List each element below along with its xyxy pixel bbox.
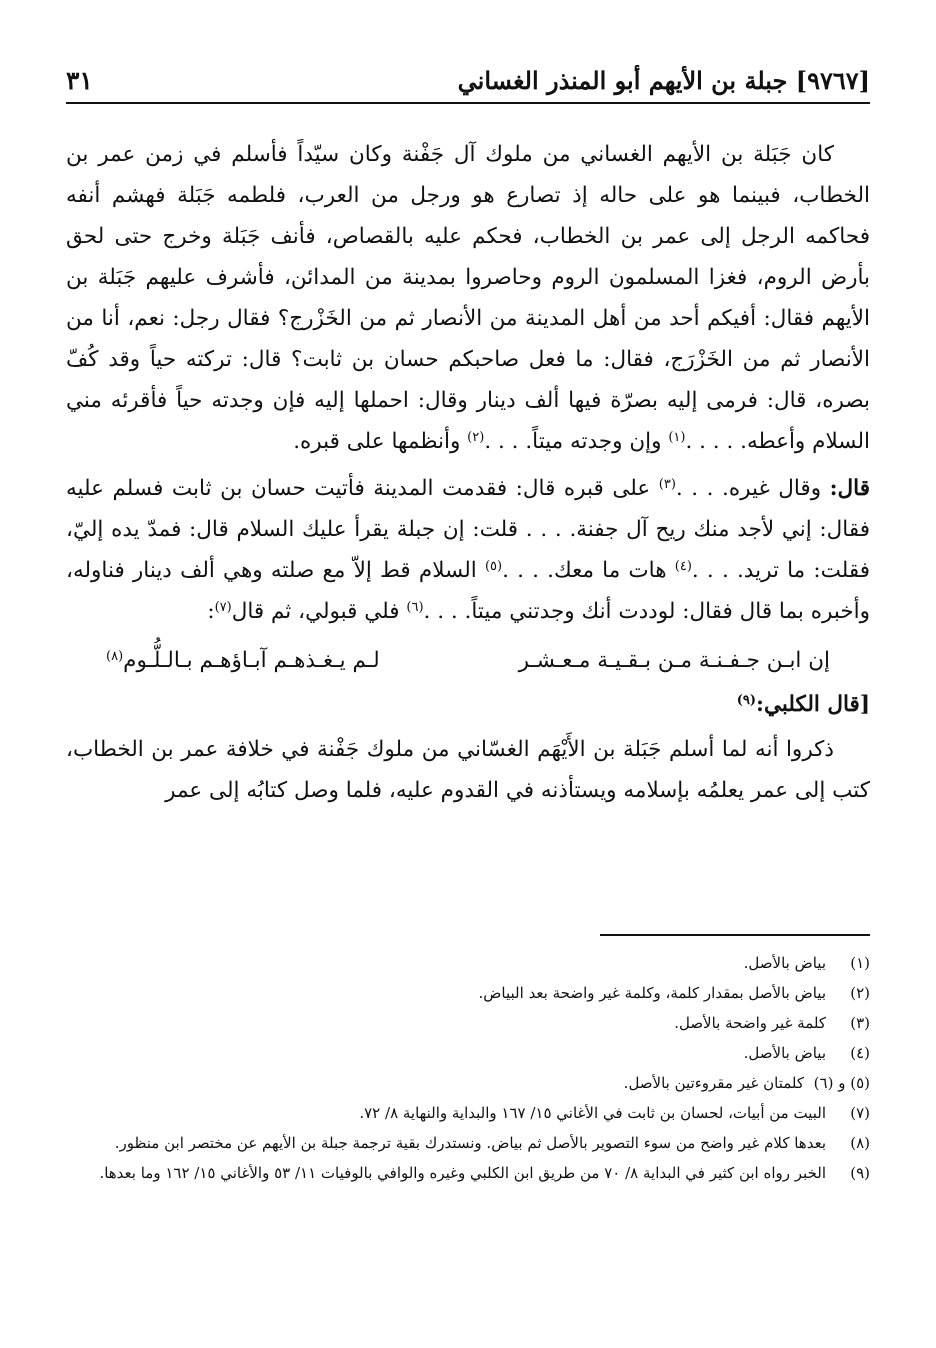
footnote-text: الخبر رواه ابن كثير في البداية ٨/ ٧٠ من طريق ابن الكلبي وغيره والوافي بالوفيات ١١/ ٥٣ والأغاني ١٥/ ١٦٢ وما بعدها.	[99, 1164, 826, 1182]
paragraph-1-end: وأنظمها على قبره.	[293, 429, 468, 454]
footnote-number: (١)	[850, 954, 870, 972]
paragraph-2-f: :	[207, 599, 215, 624]
footnote-item	[66, 1008, 870, 1038]
footnote-item	[66, 1068, 870, 1098]
footnote-ref-6[interactable]: (٦)	[406, 600, 424, 615]
paragraph-1-mid: وإن وجدته ميتاً. . . .	[484, 429, 669, 454]
paragraph-2-a: وقال غيره. . . .	[675, 476, 830, 501]
footnote-text: بعدها كلام غير واضح من سوء التصوير بالأصل ثم بياض. ونستدرك بقية ترجمة جبلة بن الأيهم عن مختصر ابن منظور.	[114, 1134, 826, 1152]
footnote-item	[66, 948, 870, 978]
main-text	[66, 134, 870, 811]
paragraph-2	[66, 468, 870, 632]
footnote-item	[66, 1038, 870, 1068]
footnote-number: (٧)	[850, 1104, 870, 1122]
footnote-item	[66, 978, 870, 1008]
paragraph-1	[66, 134, 870, 462]
footnote-item	[66, 1128, 870, 1158]
section-heading-text: [قال الكلبي:	[756, 692, 870, 717]
footnote-ref-2[interactable]: (٢)	[467, 430, 485, 445]
footnote-ref-4[interactable]: (٤)	[674, 559, 692, 574]
paragraph-2-b: على قبره قال: فقدمت المدينة فأتيت حسان بن ثابت فسلم عليه فقال: إني لأجد منك ريح آل جفنة. . . . قلت: إن جبلة يقرأ عليك السلام قال: فمدّ يده إليّ، فقلت: ما تريد. . . .	[66, 476, 870, 583]
footnote-text: بياض بالأصل بمقدار كلمة، وكلمة غير واضحة بعد البياض.	[478, 984, 826, 1002]
paragraph-1-text: كان جَبَلة بن الأيهم الغساني من ملوك آل جَفْنة وكان سيّداً فأسلم في زمن عمر بن الخطاب، فبينما هو على حاله إذ تصارع هو ورجل من العرب، فلطمه جَبَلة فهشم أنفه فحاكمه الرجل إلى عمر بن الخطاب، فحكم عليه بالقصاص، فأنف جَبَلة وخرج حتى لحق بأرض الروم، فغزا المسلمون الروم وحاصروا بمدينة من المدائن، فأشرف عليهم جَبَلة بن الأيهم فقال: أفيكم أحد من أهل المدينة من الأنصار ثم من الخَزْرج؟ فقال رجل: نعم، أنا من الأنصار ثم من الخَزْرَج، فقال: ما فعل صاحبكم حسان بن ثابت؟ قال: تركته حياً وقد كُفّ بصره، قال: فرمى إليه بصرّة فيها ألف دينار وقال: احملها إليه فإن وجدته حياً فأقرئه مني السلام وأعطه. . . . .	[66, 142, 871, 454]
entry-title: [٩٧٦٧] جبلة بن الأيهم أبو المنذر الغساني	[457, 66, 870, 95]
footnote-number: (٤)	[850, 1044, 870, 1062]
paragraph-2-lead: قال:	[829, 476, 871, 501]
page-number: ٣١	[66, 66, 93, 95]
poem-hemistich-1: إن ابـن جـفـنـة مـن بـقـيـة مـعـشـر	[518, 648, 830, 673]
footnote-number: (٥) و (٦)	[813, 1074, 870, 1092]
poem-hemistich-2-wrap	[106, 638, 380, 684]
footnote-ref-8[interactable]: (٨)	[106, 649, 124, 664]
footnote-text: بياض بالأصل.	[743, 1044, 826, 1062]
footnote-text: كلمة غير واضحة بالأصل.	[674, 1014, 826, 1032]
footnote-separator	[600, 934, 870, 936]
footnote-number: (٩)	[850, 1164, 870, 1182]
running-header	[66, 64, 870, 104]
paragraph-2-d: السلام قط إلاّ مع صلته وهي ألف دينار فناوله، وأخبره بما قال فقال: لوددت أنك وجدتني ميتاً. . . .	[66, 558, 870, 624]
poem-verse	[106, 638, 830, 684]
footnote-ref-1[interactable]: (١)	[668, 430, 686, 445]
footnote-number: (٢)	[850, 984, 870, 1002]
footnote-ref-9[interactable]: (٩)	[736, 693, 757, 708]
footnote-ref-7[interactable]: (٧)	[214, 600, 232, 615]
footnotes-list	[66, 948, 870, 1188]
footnote-number: (٣)	[850, 1014, 870, 1032]
footnote-ref-5[interactable]: (٥)	[484, 559, 503, 574]
paragraph-2-e: فلي قبولي، ثم قال	[231, 599, 407, 624]
footnote-text: البيت من أبيات، لحسان بن ثابت في الأغاني ١٥/ ١٦٧ والبداية والنهاية ٨/ ٧٢.	[359, 1104, 826, 1122]
footnote-item	[66, 1158, 870, 1188]
footnote-ref-3[interactable]: (٣)	[658, 477, 676, 492]
footnote-text: بياض بالأصل.	[743, 954, 826, 972]
paragraph-4-text: ذكروا أنه لما أسلم جَبَلة بن الأَيْهَم الغسّاني من ملوك جَفْنة في خلافة عمر بن الخطاب، كتب إلى عمر يعلمُه بإسلامه ويستأذنه في القدوم عليه، فلما وصل كتابُه إلى عمر	[66, 737, 870, 803]
footnote-number: (٨)	[850, 1134, 870, 1152]
footnote-text: كلمتان غير مقروءتين بالأصل.	[623, 1074, 804, 1092]
footnote-item	[66, 1098, 870, 1128]
paragraph-4	[66, 729, 870, 811]
section-heading	[66, 684, 870, 725]
poem-hemistich-2: لـم يـغـذهـم آبـاؤهـم بـالـلُّـوم	[123, 648, 380, 673]
paragraph-2-c: هات ما معك. . . .	[502, 558, 675, 583]
